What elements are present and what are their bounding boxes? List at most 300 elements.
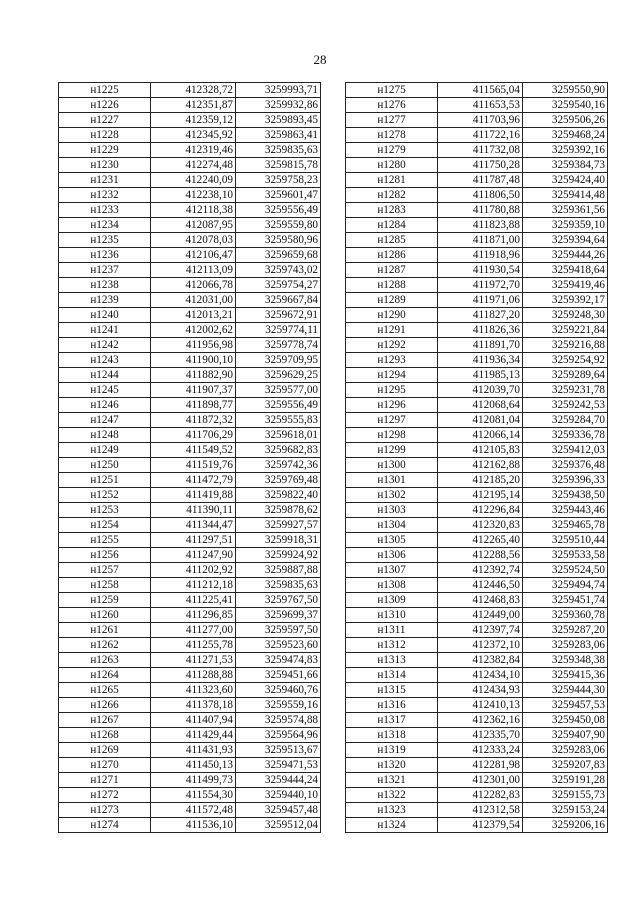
point-id-cell: н1280: [346, 158, 438, 173]
y-coordinate-cell: 3259863,41: [236, 128, 321, 143]
table-row: [346, 308, 608, 323]
table-row: [346, 473, 608, 488]
point-id-cell: н1315: [346, 683, 438, 698]
x-coordinate-cell: 412185,20: [438, 473, 523, 488]
table-row: [59, 713, 321, 728]
table-row: [59, 773, 321, 788]
point-id-cell: н1309: [346, 593, 438, 608]
point-id-cell: н1282: [346, 188, 438, 203]
y-coordinate-cell: 3259471,53: [236, 758, 321, 773]
x-coordinate-cell: 411956,98: [151, 338, 236, 353]
x-coordinate-cell: 411918,96: [438, 248, 523, 263]
y-coordinate-cell: 3259659,68: [236, 248, 321, 263]
point-id-cell: н1284: [346, 218, 438, 233]
table-row: [346, 773, 608, 788]
x-coordinate-cell: 411472,79: [151, 473, 236, 488]
y-coordinate-cell: 3259283,06: [523, 638, 608, 653]
table-row: [59, 593, 321, 608]
x-coordinate-cell: 412113,09: [151, 263, 236, 278]
x-coordinate-cell: 411344,47: [151, 518, 236, 533]
y-coordinate-cell: 3259993,71: [236, 83, 321, 98]
point-id-cell: н1247: [59, 413, 151, 428]
y-coordinate-cell: 3259254,92: [523, 353, 608, 368]
point-id-cell: н1290: [346, 308, 438, 323]
x-coordinate-cell: 411898,77: [151, 398, 236, 413]
x-coordinate-cell: 412382,84: [438, 653, 523, 668]
x-coordinate-cell: 411450,13: [151, 758, 236, 773]
table-row: [59, 548, 321, 563]
table-row: [59, 98, 321, 113]
table-row: [59, 803, 321, 818]
x-coordinate-cell: 412081,04: [438, 413, 523, 428]
y-coordinate-cell: 3259550,90: [523, 83, 608, 98]
x-coordinate-cell: 412434,93: [438, 683, 523, 698]
x-coordinate-cell: 411806,50: [438, 188, 523, 203]
y-coordinate-cell: 3259231,78: [523, 383, 608, 398]
table-row: [346, 518, 608, 533]
point-id-cell: н1233: [59, 203, 151, 218]
y-coordinate-cell: 3259460,76: [236, 683, 321, 698]
table-row: [346, 173, 608, 188]
y-coordinate-cell: 3259682,83: [236, 443, 321, 458]
y-coordinate-cell: 3259932,86: [236, 98, 321, 113]
x-coordinate-cell: 411882,90: [151, 368, 236, 383]
point-id-cell: н1306: [346, 548, 438, 563]
table-row: [59, 638, 321, 653]
point-id-cell: н1270: [59, 758, 151, 773]
x-coordinate-cell: 411519,76: [151, 458, 236, 473]
table-row: [59, 398, 321, 413]
x-coordinate-cell: 411297,51: [151, 533, 236, 548]
x-coordinate-cell: 411653,53: [438, 98, 523, 113]
table-row: [59, 233, 321, 248]
point-id-cell: н1271: [59, 773, 151, 788]
y-coordinate-cell: 3259574,88: [236, 713, 321, 728]
table-row: [346, 788, 608, 803]
y-coordinate-cell: 3259555,83: [236, 413, 321, 428]
table-row: [59, 308, 321, 323]
point-id-cell: н1268: [59, 728, 151, 743]
point-id-cell: н1230: [59, 158, 151, 173]
point-id-cell: н1320: [346, 758, 438, 773]
table-row: [59, 353, 321, 368]
table-row: [59, 608, 321, 623]
point-id-cell: н1239: [59, 293, 151, 308]
x-coordinate-cell: 411554,30: [151, 788, 236, 803]
table-row: [346, 353, 608, 368]
point-id-cell: н1237: [59, 263, 151, 278]
y-coordinate-cell: 3259284,70: [523, 413, 608, 428]
table-row: [59, 563, 321, 578]
x-coordinate-cell: 411827,20: [438, 308, 523, 323]
x-coordinate-cell: 411907,37: [151, 383, 236, 398]
y-coordinate-cell: 3259394,64: [523, 233, 608, 248]
x-coordinate-cell: 412078,03: [151, 233, 236, 248]
x-coordinate-cell: 411255,78: [151, 638, 236, 653]
table-row: [59, 488, 321, 503]
y-coordinate-cell: 3259742,36: [236, 458, 321, 473]
x-coordinate-cell: 411390,11: [151, 503, 236, 518]
y-coordinate-cell: 3259556,49: [236, 203, 321, 218]
table-row: [59, 383, 321, 398]
point-id-cell: н1294: [346, 368, 438, 383]
table-row: [346, 743, 608, 758]
y-coordinate-cell: 3259376,48: [523, 458, 608, 473]
y-coordinate-cell: 3259580,96: [236, 233, 321, 248]
y-coordinate-cell: 3259774,11: [236, 323, 321, 338]
table-row: [59, 473, 321, 488]
table-row: [346, 578, 608, 593]
point-id-cell: н1318: [346, 728, 438, 743]
x-coordinate-cell: 411225,41: [151, 593, 236, 608]
y-coordinate-cell: 3259513,67: [236, 743, 321, 758]
point-id-cell: н1295: [346, 383, 438, 398]
point-id-cell: н1308: [346, 578, 438, 593]
x-coordinate-cell: 411572,48: [151, 803, 236, 818]
y-coordinate-cell: 3259396,33: [523, 473, 608, 488]
table-row: [59, 443, 321, 458]
x-coordinate-cell: 411823,88: [438, 218, 523, 233]
x-coordinate-cell: 411277,00: [151, 623, 236, 638]
table-row: [59, 188, 321, 203]
table-row: [59, 578, 321, 593]
table-row: [346, 428, 608, 443]
table-row: [59, 338, 321, 353]
x-coordinate-cell: 412274,48: [151, 158, 236, 173]
point-id-cell: н1266: [59, 698, 151, 713]
y-coordinate-cell: 3259559,80: [236, 218, 321, 233]
point-id-cell: н1251: [59, 473, 151, 488]
table-row: [59, 503, 321, 518]
y-coordinate-cell: 3259424,40: [523, 173, 608, 188]
table-row: [346, 128, 608, 143]
x-coordinate-cell: 412312,58: [438, 803, 523, 818]
y-coordinate-cell: 3259444,26: [523, 248, 608, 263]
point-id-cell: н1313: [346, 653, 438, 668]
point-id-cell: н1323: [346, 803, 438, 818]
point-id-cell: н1291: [346, 323, 438, 338]
table-row: [346, 143, 608, 158]
y-coordinate-cell: 3259457,53: [523, 698, 608, 713]
point-id-cell: н1258: [59, 578, 151, 593]
x-coordinate-cell: 412066,14: [438, 428, 523, 443]
y-coordinate-cell: 3259392,17: [523, 293, 608, 308]
x-coordinate-cell: 411378,18: [151, 698, 236, 713]
y-coordinate-cell: 3259822,40: [236, 488, 321, 503]
x-coordinate-cell: 411780,88: [438, 203, 523, 218]
table-row: [346, 188, 608, 203]
point-id-cell: н1276: [346, 98, 438, 113]
y-coordinate-cell: 3259451,74: [523, 593, 608, 608]
point-id-cell: н1293: [346, 353, 438, 368]
y-coordinate-cell: 3259384,73: [523, 158, 608, 173]
point-id-cell: н1228: [59, 128, 151, 143]
y-coordinate-cell: 3259506,26: [523, 113, 608, 128]
y-coordinate-cell: 3259153,24: [523, 803, 608, 818]
x-coordinate-cell: 412031,00: [151, 293, 236, 308]
x-coordinate-cell: 411872,32: [151, 413, 236, 428]
table-row: [346, 488, 608, 503]
x-coordinate-cell: 412379,54: [438, 818, 523, 833]
y-coordinate-cell: 3259418,64: [523, 263, 608, 278]
table-row: [346, 683, 608, 698]
point-id-cell: н1242: [59, 338, 151, 353]
point-id-cell: н1277: [346, 113, 438, 128]
x-coordinate-cell: 412397,74: [438, 623, 523, 638]
table-row: [59, 248, 321, 263]
table-row: [59, 368, 321, 383]
y-coordinate-cell: 3259412,03: [523, 443, 608, 458]
y-coordinate-cell: 3259815,78: [236, 158, 321, 173]
table-row: [346, 638, 608, 653]
point-id-cell: н1311: [346, 623, 438, 638]
table-row: [346, 653, 608, 668]
x-coordinate-cell: 412118,38: [151, 203, 236, 218]
x-coordinate-cell: 412240,09: [151, 173, 236, 188]
table-row: [346, 98, 608, 113]
table-row: [346, 113, 608, 128]
table-body: [59, 83, 321, 833]
x-coordinate-cell: 411565,04: [438, 83, 523, 98]
y-coordinate-cell: 3259494,74: [523, 578, 608, 593]
point-id-cell: н1246: [59, 398, 151, 413]
y-coordinate-cell: 3259556,49: [236, 398, 321, 413]
table-row: [59, 218, 321, 233]
x-coordinate-cell: 412002,62: [151, 323, 236, 338]
table-row: [59, 818, 321, 833]
y-coordinate-cell: 3259414,48: [523, 188, 608, 203]
x-coordinate-cell: 412351,87: [151, 98, 236, 113]
point-id-cell: н1299: [346, 443, 438, 458]
table-row: [346, 233, 608, 248]
y-coordinate-cell: 3259438,50: [523, 488, 608, 503]
point-id-cell: н1226: [59, 98, 151, 113]
y-coordinate-cell: 3259216,88: [523, 338, 608, 353]
table-row: [59, 143, 321, 158]
table-row: [346, 698, 608, 713]
y-coordinate-cell: 3259767,50: [236, 593, 321, 608]
y-coordinate-cell: 3259206,16: [523, 818, 608, 833]
point-id-cell: н1262: [59, 638, 151, 653]
y-coordinate-cell: 3259415,36: [523, 668, 608, 683]
x-coordinate-cell: 412068,64: [438, 398, 523, 413]
y-coordinate-cell: 3259221,84: [523, 323, 608, 338]
x-coordinate-cell: 411936,34: [438, 353, 523, 368]
y-coordinate-cell: 3259361,56: [523, 203, 608, 218]
point-id-cell: н1307: [346, 563, 438, 578]
point-id-cell: н1234: [59, 218, 151, 233]
point-id-cell: н1240: [59, 308, 151, 323]
y-coordinate-cell: 3259559,16: [236, 698, 321, 713]
x-coordinate-cell: 412087,95: [151, 218, 236, 233]
x-coordinate-cell: 411787,48: [438, 173, 523, 188]
x-coordinate-cell: 412039,70: [438, 383, 523, 398]
y-coordinate-cell: 3259207,83: [523, 758, 608, 773]
point-id-cell: н1250: [59, 458, 151, 473]
y-coordinate-cell: 3259360,78: [523, 608, 608, 623]
y-coordinate-cell: 3259289,64: [523, 368, 608, 383]
x-coordinate-cell: 412288,56: [438, 548, 523, 563]
point-id-cell: н1249: [59, 443, 151, 458]
x-coordinate-cell: 411296,85: [151, 608, 236, 623]
x-coordinate-cell: 412105,83: [438, 443, 523, 458]
point-id-cell: н1317: [346, 713, 438, 728]
x-coordinate-cell: 412345,92: [151, 128, 236, 143]
table-row: [59, 83, 321, 98]
table-row: [346, 803, 608, 818]
y-coordinate-cell: 3259444,24: [236, 773, 321, 788]
point-id-cell: н1229: [59, 143, 151, 158]
y-coordinate-cell: 3259835,63: [236, 143, 321, 158]
table-row: [59, 788, 321, 803]
point-id-cell: н1236: [59, 248, 151, 263]
y-coordinate-cell: 3259533,58: [523, 548, 608, 563]
y-coordinate-cell: 3259348,38: [523, 653, 608, 668]
y-coordinate-cell: 3259769,48: [236, 473, 321, 488]
y-coordinate-cell: 3259667,84: [236, 293, 321, 308]
table-row: [346, 248, 608, 263]
point-id-cell: н1283: [346, 203, 438, 218]
point-id-cell: н1252: [59, 488, 151, 503]
point-id-cell: н1241: [59, 323, 151, 338]
x-coordinate-cell: 412362,16: [438, 713, 523, 728]
point-id-cell: н1235: [59, 233, 151, 248]
y-coordinate-cell: 3259451,66: [236, 668, 321, 683]
y-coordinate-cell: 3259754,27: [236, 278, 321, 293]
point-id-cell: н1260: [59, 608, 151, 623]
y-coordinate-cell: 3259468,24: [523, 128, 608, 143]
x-coordinate-cell: 411549,52: [151, 443, 236, 458]
y-coordinate-cell: 3259835,63: [236, 578, 321, 593]
point-id-cell: н1243: [59, 353, 151, 368]
table-row: [59, 293, 321, 308]
point-id-cell: н1255: [59, 533, 151, 548]
point-id-cell: н1296: [346, 398, 438, 413]
x-coordinate-cell: 412296,84: [438, 503, 523, 518]
table-row: [346, 608, 608, 623]
table-row: [59, 263, 321, 278]
y-coordinate-cell: 3259440,10: [236, 788, 321, 803]
point-id-cell: н1300: [346, 458, 438, 473]
x-coordinate-cell: 411429,44: [151, 728, 236, 743]
point-id-cell: н1259: [59, 593, 151, 608]
x-coordinate-cell: 411722,16: [438, 128, 523, 143]
y-coordinate-cell: 3259191,28: [523, 773, 608, 788]
x-coordinate-cell: 411419,88: [151, 488, 236, 503]
table-row: [59, 158, 321, 173]
point-id-cell: н1322: [346, 788, 438, 803]
table-row: [346, 758, 608, 773]
table-row: [346, 323, 608, 338]
point-id-cell: н1267: [59, 713, 151, 728]
x-coordinate-cell: 412162,88: [438, 458, 523, 473]
x-coordinate-cell: 411212,18: [151, 578, 236, 593]
y-coordinate-cell: 3259248,30: [523, 308, 608, 323]
x-coordinate-cell: 412106,47: [151, 248, 236, 263]
y-coordinate-cell: 3259709,95: [236, 353, 321, 368]
x-coordinate-cell: 411202,92: [151, 563, 236, 578]
y-coordinate-cell: 3259758,23: [236, 173, 321, 188]
point-id-cell: н1303: [346, 503, 438, 518]
x-coordinate-cell: 412301,00: [438, 773, 523, 788]
y-coordinate-cell: 3259450,08: [523, 713, 608, 728]
point-id-cell: н1248: [59, 428, 151, 443]
y-coordinate-cell: 3259392,16: [523, 143, 608, 158]
table-row: [59, 743, 321, 758]
table-row: [59, 458, 321, 473]
point-id-cell: н1297: [346, 413, 438, 428]
x-coordinate-cell: 412238,10: [151, 188, 236, 203]
table-row: [59, 533, 321, 548]
table-row: [346, 818, 608, 833]
table-row: [346, 83, 608, 98]
point-id-cell: н1261: [59, 623, 151, 638]
y-coordinate-cell: 3259155,73: [523, 788, 608, 803]
coordinates-table-right: [345, 82, 608, 833]
point-id-cell: н1275: [346, 83, 438, 98]
point-id-cell: н1254: [59, 518, 151, 533]
table-row: [346, 263, 608, 278]
point-id-cell: н1289: [346, 293, 438, 308]
table-row: [346, 338, 608, 353]
point-id-cell: н1265: [59, 683, 151, 698]
table-row: [59, 203, 321, 218]
x-coordinate-cell: 411431,93: [151, 743, 236, 758]
x-coordinate-cell: 412319,46: [151, 143, 236, 158]
point-id-cell: н1272: [59, 788, 151, 803]
y-coordinate-cell: 3259597,50: [236, 623, 321, 638]
point-id-cell: н1301: [346, 473, 438, 488]
point-id-cell: н1256: [59, 548, 151, 563]
y-coordinate-cell: 3259924,92: [236, 548, 321, 563]
table-row: [346, 503, 608, 518]
point-id-cell: н1263: [59, 653, 151, 668]
x-coordinate-cell: 412320,83: [438, 518, 523, 533]
x-coordinate-cell: 412333,24: [438, 743, 523, 758]
x-coordinate-cell: 411706,29: [151, 428, 236, 443]
table-row: [346, 278, 608, 293]
x-coordinate-cell: 411971,06: [438, 293, 523, 308]
table-row: [346, 383, 608, 398]
y-coordinate-cell: 3259778,74: [236, 338, 321, 353]
x-coordinate-cell: 411732,08: [438, 143, 523, 158]
y-coordinate-cell: 3259457,48: [236, 803, 321, 818]
y-coordinate-cell: 3259524,50: [523, 563, 608, 578]
table-row: [346, 728, 608, 743]
point-id-cell: н1244: [59, 368, 151, 383]
y-coordinate-cell: 3259510,44: [523, 533, 608, 548]
x-coordinate-cell: 412434,10: [438, 668, 523, 683]
point-id-cell: н1227: [59, 113, 151, 128]
table-row: [59, 518, 321, 533]
y-coordinate-cell: 3259283,06: [523, 743, 608, 758]
y-coordinate-cell: 3259743,02: [236, 263, 321, 278]
point-id-cell: н1314: [346, 668, 438, 683]
x-coordinate-cell: 412265,40: [438, 533, 523, 548]
x-coordinate-cell: 412013,21: [151, 308, 236, 323]
x-coordinate-cell: 412468,83: [438, 593, 523, 608]
table-row: [59, 113, 321, 128]
x-coordinate-cell: 411499,73: [151, 773, 236, 788]
table-row: [346, 158, 608, 173]
point-id-cell: н1238: [59, 278, 151, 293]
table-row: [346, 443, 608, 458]
y-coordinate-cell: 3259336,78: [523, 428, 608, 443]
y-coordinate-cell: 3259465,78: [523, 518, 608, 533]
y-coordinate-cell: 3259474,83: [236, 653, 321, 668]
point-id-cell: н1302: [346, 488, 438, 503]
x-coordinate-cell: 412066,78: [151, 278, 236, 293]
